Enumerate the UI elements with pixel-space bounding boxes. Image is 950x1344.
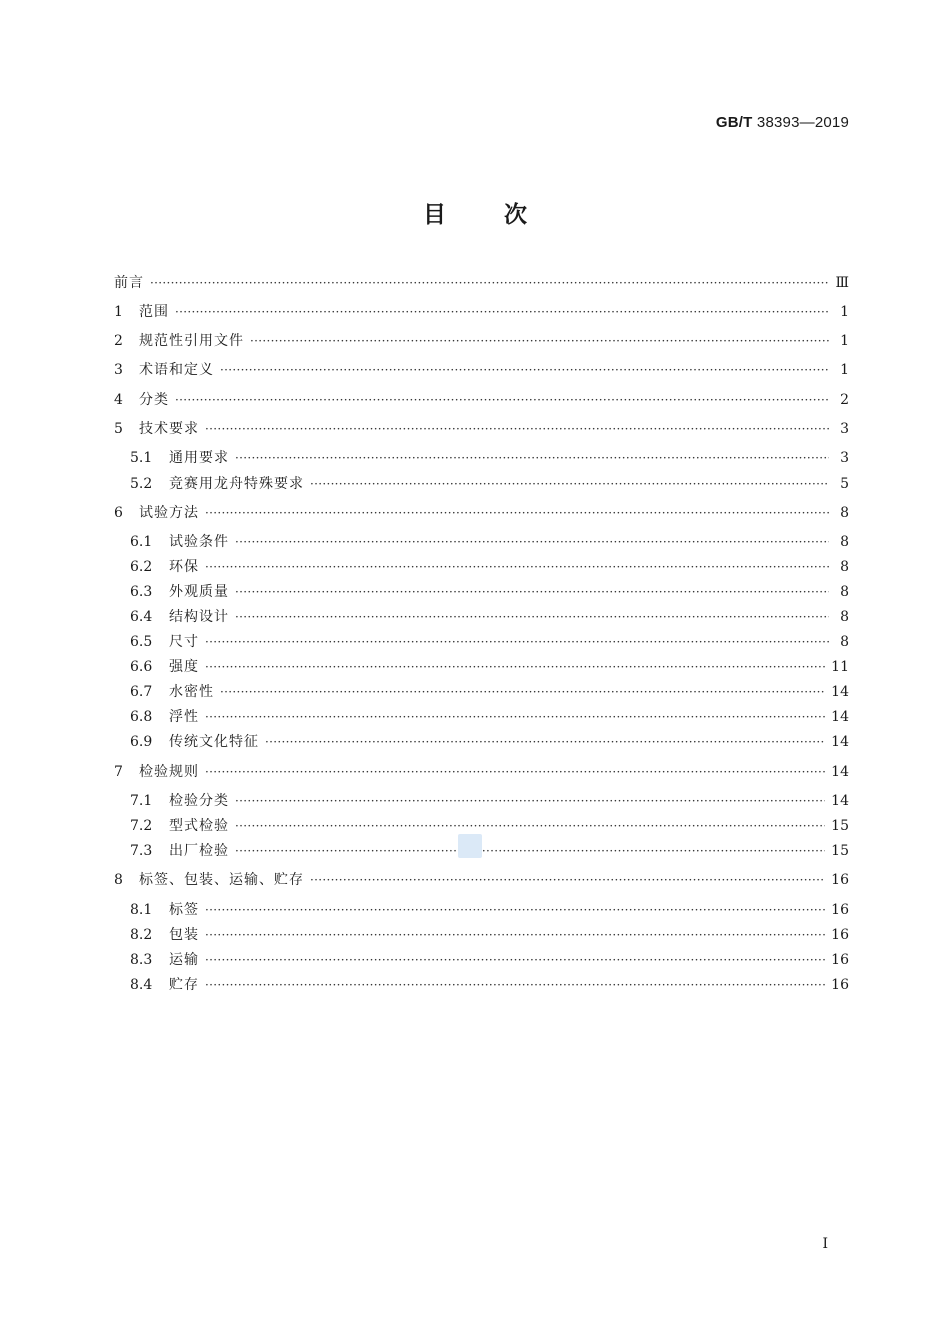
toc-entry-page: 14 (831, 764, 849, 780)
toc-entry-page: 8 (840, 505, 849, 521)
toc-leader-dots (235, 790, 825, 812)
toc-entry-number: 3 (114, 362, 123, 378)
watermark-badge (458, 834, 482, 858)
toc-leader-dots (205, 502, 829, 524)
toc-entry-number: 8.2 (130, 927, 153, 943)
toc-entry-page: 14 (831, 793, 849, 809)
standard-number: 38393—2019 (756, 114, 849, 131)
toc-entry-label: 规范性引用文件 (139, 333, 244, 349)
toc-entry-page: 3 (840, 450, 849, 466)
toc-leader-dots (205, 631, 829, 653)
toc-leader-dots (235, 531, 829, 553)
toc-leader-dots (205, 556, 829, 578)
toc-entry[interactable] (114, 761, 849, 783)
toc-entry-number: 7.2 (130, 818, 153, 834)
toc-entry-label: 通用要求 (169, 450, 229, 466)
toc-entry[interactable] (114, 301, 849, 323)
toc-entry[interactable] (114, 681, 849, 703)
toc-entry[interactable] (114, 272, 849, 294)
toc-leader-dots (220, 359, 829, 381)
toc-entry[interactable] (114, 869, 849, 891)
toc-entry-page: 15 (831, 843, 849, 859)
toc-leader-dots (205, 949, 825, 971)
toc-leader-dots (175, 301, 829, 323)
toc-leader-dots (150, 272, 829, 294)
toc-entry-label: 术语和定义 (139, 362, 214, 378)
toc-entry-page: 16 (831, 952, 849, 968)
toc-entry-number: 6.7 (130, 684, 153, 700)
toc-entry-page: 16 (831, 902, 849, 918)
standard-prefix: GB/T (715, 114, 753, 131)
toc-entry-label: 运输 (169, 952, 199, 968)
toc-leader-dots (205, 899, 825, 921)
toc-entry-page: 14 (831, 709, 849, 725)
toc-entry[interactable] (114, 330, 849, 352)
toc-entry-label: 贮存 (169, 977, 199, 993)
toc-entry-label: 水密性 (169, 684, 214, 700)
toc-entry[interactable] (114, 447, 849, 469)
toc-entry-label: 型式检验 (169, 818, 229, 834)
toc-leader-dots (235, 840, 825, 862)
toc-entry-label: 前言 (114, 275, 144, 291)
toc-entry-number: 6.9 (130, 734, 153, 750)
toc-leader-dots (205, 706, 825, 728)
toc-entry-number: 6.5 (130, 634, 153, 650)
toc-entry-label: 结构设计 (169, 609, 229, 625)
toc-entry-page: 8 (840, 584, 849, 600)
toc-entry-number: 7.3 (130, 843, 153, 859)
toc-entry-page: 8 (840, 609, 849, 625)
toc-entry-number: 7.1 (130, 793, 153, 809)
toc-entry-label: 标签 (169, 902, 199, 918)
toc-entry-number: 6.8 (130, 709, 153, 725)
toc-entry[interactable] (114, 418, 849, 440)
toc-leader-dots (310, 869, 825, 891)
toc-entry-page: 1 (840, 304, 849, 320)
toc-leader-dots (250, 330, 829, 352)
toc-entry-number: 5 (114, 421, 123, 437)
toc-entry-number: 8.3 (130, 952, 153, 968)
toc-entry-label: 包装 (169, 927, 199, 943)
toc-entry[interactable] (114, 731, 849, 753)
toc-entry-label: 标签、包装、运输、贮存 (139, 872, 304, 888)
toc-leader-dots (265, 731, 825, 753)
toc-entry-number: 1 (114, 304, 123, 320)
toc-entry-number: 5.2 (130, 476, 153, 492)
standard-code (716, 114, 849, 131)
toc-entry-label: 外观质量 (169, 584, 229, 600)
toc-entry-number: 6 (114, 505, 123, 521)
toc-leader-dots (205, 656, 825, 678)
toc-entry-number: 8 (114, 872, 123, 888)
toc-entry-label: 试验条件 (169, 534, 229, 550)
toc-entry-page: 11 (831, 659, 849, 675)
toc-entry-number: 6.6 (130, 659, 153, 675)
toc-entry[interactable] (114, 899, 849, 921)
toc-entry-label: 竞赛用龙舟特殊要求 (169, 476, 304, 492)
toc-entry-label: 检验规则 (139, 764, 199, 780)
toc-entry[interactable] (114, 606, 849, 628)
toc-leader-dots (235, 447, 829, 469)
toc-entry-number: 6.1 (130, 534, 153, 550)
toc-entry[interactable] (114, 581, 849, 603)
toc-entry-number: 6.2 (130, 559, 153, 575)
toc-entry-label: 强度 (169, 659, 199, 675)
toc-entry-page: 8 (840, 534, 849, 550)
toc-entry[interactable] (114, 531, 849, 553)
toc-entry-page: 5 (840, 476, 849, 492)
toc-entry-number: 8.1 (130, 902, 153, 918)
toc-entry-number: 4 (114, 392, 123, 408)
toc-entry-number: 7 (114, 764, 123, 780)
toc-entry[interactable] (114, 656, 849, 678)
toc-entry-page: 14 (831, 684, 849, 700)
toc-entry-label: 传统文化特征 (169, 734, 259, 750)
toc-entry-page: 1 (840, 333, 849, 349)
toc-entry-label: 分类 (139, 392, 169, 408)
toc-leader-dots (205, 418, 829, 440)
toc-entry-label: 浮性 (169, 709, 199, 725)
toc-entry[interactable] (114, 359, 849, 381)
toc-entry-page: 1 (840, 362, 849, 378)
toc-leader-dots (175, 389, 829, 411)
toc-entry[interactable] (114, 556, 849, 578)
toc-entry[interactable] (114, 502, 849, 524)
page-number: I (822, 1236, 828, 1252)
toc-entry[interactable] (114, 949, 849, 971)
toc-entry-page: 3 (840, 421, 849, 437)
toc-entry-label: 环保 (169, 559, 199, 575)
toc-entry-label: 尺寸 (169, 634, 199, 650)
toc-entry[interactable] (114, 924, 849, 946)
page-title: 目次 (423, 202, 585, 228)
toc-entry-page: 8 (840, 634, 849, 650)
toc-entry[interactable] (114, 706, 849, 728)
toc-entry-number: 6.4 (130, 609, 153, 625)
toc-entry-number: 2 (114, 333, 123, 349)
toc-entry-number: 5.1 (130, 450, 153, 466)
toc-entry[interactable] (114, 790, 849, 812)
toc-entry-page: 15 (831, 818, 849, 834)
toc-entry-label: 技术要求 (139, 421, 199, 437)
toc-entry-page: 8 (840, 559, 849, 575)
toc-entry-page: 16 (831, 872, 849, 888)
toc-entry[interactable] (114, 974, 849, 996)
toc-entry-number: 6.3 (130, 584, 153, 600)
toc-entry-page: 2 (840, 392, 849, 408)
toc-entry[interactable] (114, 631, 849, 653)
toc-leader-dots (220, 681, 825, 703)
toc-entry-page: 14 (831, 734, 849, 750)
toc-leader-dots (235, 606, 829, 628)
toc-leader-dots (310, 473, 829, 495)
toc-entry[interactable] (114, 473, 849, 495)
toc-entry-page: Ⅲ (835, 275, 849, 291)
toc-leader-dots (235, 581, 829, 603)
toc-entry-label: 检验分类 (169, 793, 229, 809)
toc-entry-label: 出厂检验 (169, 843, 229, 859)
toc-leader-dots (205, 974, 825, 996)
toc-entry-label: 范围 (139, 304, 169, 320)
toc-entry-label: 试验方法 (139, 505, 199, 521)
toc-leader-dots (205, 761, 825, 783)
toc-entry-page: 16 (831, 977, 849, 993)
toc-entry[interactable] (114, 389, 849, 411)
toc-leader-dots (235, 815, 825, 837)
toc-leader-dots (205, 924, 825, 946)
toc-entry-number: 8.4 (130, 977, 153, 993)
toc-entry-page: 16 (831, 927, 849, 943)
